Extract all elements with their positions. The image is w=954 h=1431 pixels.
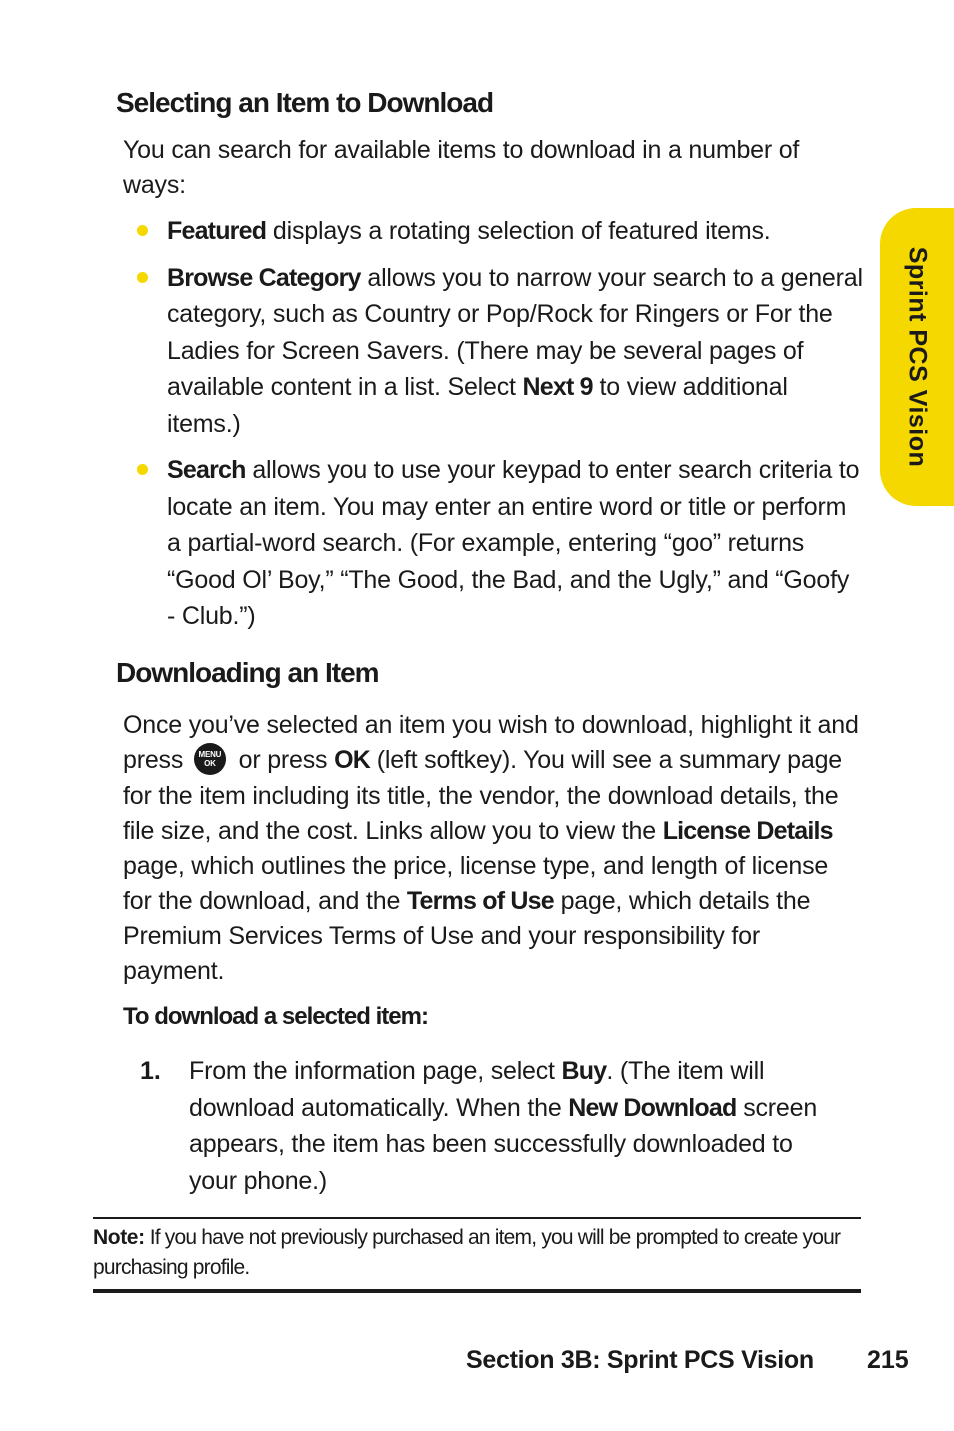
downloading-text: (left softkey). You will see a summary page for the item including its title, the vendor, the download details, the file size, and the cost. Links allow you to view the [123,746,842,846]
search-description: allows you to use your keypad to enter search criteria to locate an item. You may enter an entire word or title or perform a partial-word search. (For example, entering “goo” returns “Good Ol’ Boy,” “The Good, the Bad, and the Ugly,” and “Goofy - Club.”) [167,456,860,630]
term-featured: Featured [167,217,267,245]
note-text [93,1223,861,1283]
selecting-intro-paragraph: You can search for available items to download in a number of ways: [123,136,800,199]
step-text-part: . (The item will download automatically. When the [189,1057,765,1122]
downloading-paragraph [123,708,863,989]
term-terms-of-use: Terms of Use [406,887,554,916]
downloading-text: Once you’ve selected an item you wish to download, highlight it and press [123,711,859,774]
bullet-icon [137,225,148,236]
ok-key-label: OK [204,759,216,769]
downloading-text: page, which outlines the price, license type, and length of license for the download, and the [123,852,829,916]
downloading-text: page, which details the Premium Services Terms of Use and your responsibility for payment. [123,887,811,986]
step-text-part: From the information page, select [189,1057,562,1085]
list-item-featured [123,213,863,250]
section-side-tab [880,208,954,506]
selecting-item-heading: Selecting an Item to Download [116,87,494,118]
side-tab-label: Sprint PCS Vision [903,246,932,468]
note-label: Note: [93,1226,145,1249]
menu-ok-key-icon [194,743,226,775]
step-number: 1. [140,1057,161,1085]
browse-category-description: allows you to narrow your search to a general category, such as Country or Pop/Rock for Ringers or For the Ladies for Screen Savers. (There may be several pages of available content in a list. Select [167,263,863,401]
procedure-subheading: To download a selected item: [123,1003,428,1030]
term-buy: Buy [561,1057,607,1085]
term-search: Search [167,456,246,484]
bullet-icon [137,464,148,475]
term-ok: OK [334,746,370,774]
footer-section-title: Section 3B: Sprint PCS Vision [466,1346,814,1374]
list-item-browse-category [123,260,863,443]
list-item-search [123,452,863,635]
term-license-details: License Details [662,817,833,846]
term-new-download: New Download [568,1093,737,1122]
note-body: If you have not previously purchased an item, you will be prompted to create your purchasing profile. [93,1226,841,1279]
step-text [189,1053,839,1199]
note-box [93,1217,861,1293]
footer-page-number: 215 [867,1346,909,1374]
browse-category-description-end: to view additional items.) [167,373,788,438]
step-text-part: screen appears, the item has been successfully downloaded to your phone.) [189,1093,818,1195]
term-next-9: Next 9 [522,373,593,401]
bullet-icon [137,272,148,283]
search-methods-list [123,213,863,645]
downloading-item-heading: Downloading an Item [116,657,379,688]
term-browse-category: Browse Category [167,263,361,292]
featured-description: displays a rotating selection of featured items. [266,217,771,245]
menu-key-label: MENU [198,750,222,760]
downloading-text: or press [231,746,335,774]
